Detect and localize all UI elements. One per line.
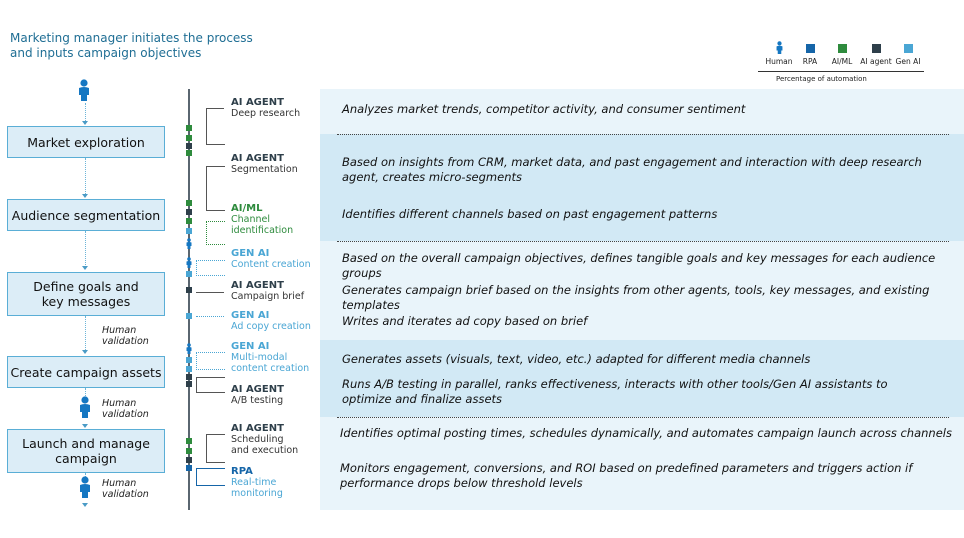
arrow-down-icon bbox=[82, 350, 88, 354]
human-validation-note bbox=[102, 478, 149, 500]
tag-ab-testing bbox=[231, 384, 284, 406]
marker-ai-agent bbox=[186, 381, 192, 387]
tag-ad-copy-creation bbox=[231, 310, 311, 332]
rpa-swatch bbox=[806, 44, 815, 53]
desc-deep-research: Analyzes market trends, competitor activity, and consumer sentiment bbox=[342, 102, 746, 116]
tag-desc: Deep research bbox=[231, 108, 301, 119]
desc-scheduling: Identifies optimal posting times, schedules dynamically, and automates campaign launch across channels bbox=[340, 426, 952, 440]
legend-label: AI/ML bbox=[831, 57, 853, 66]
step-market-exploration bbox=[7, 126, 165, 158]
tag-scheduling bbox=[231, 423, 298, 456]
human-marker-icon bbox=[185, 257, 193, 268]
legend-label: Gen AI bbox=[895, 57, 921, 66]
marker-aiml bbox=[186, 125, 192, 131]
marker-ai-agent bbox=[186, 457, 192, 463]
desc-campaign-brief: Generates campaign brief based on the insights from other agents, tools, key messages, and existing templates bbox=[342, 283, 930, 312]
desc-assets: Generates assets (visuals, text, video, etc.) adapted for different media channels bbox=[342, 352, 811, 366]
step-label-line-1: Define goals and bbox=[33, 279, 139, 294]
marker-rpa bbox=[186, 465, 192, 471]
marker-aiml bbox=[186, 218, 192, 224]
legend-label: AI agent bbox=[860, 57, 892, 66]
tag-campaign-brief bbox=[231, 280, 304, 302]
marker-aiml bbox=[186, 438, 192, 444]
panel-audience-segmentation bbox=[320, 134, 964, 241]
tag-desc: Campaign brief bbox=[231, 291, 305, 302]
human-marker-icon bbox=[185, 343, 193, 354]
connector bbox=[85, 158, 86, 194]
desc-segmentation-1: Based on insights from CRM, market data, and past engagement and interaction with deep research bbox=[342, 155, 922, 169]
arrow-down-icon bbox=[82, 424, 88, 428]
tag-type: RPA bbox=[231, 466, 253, 477]
human-marker-icon bbox=[185, 238, 193, 249]
legend-gen-ai bbox=[886, 44, 930, 66]
desc-segmentation-2: agent, creates micro-segments bbox=[342, 170, 523, 184]
tag-type: AI AGENT bbox=[231, 280, 284, 291]
tag-segmentation bbox=[231, 153, 298, 175]
hv-line-2: validation bbox=[102, 409, 149, 420]
tag-content-creation bbox=[231, 248, 311, 270]
hv-line-1: Human bbox=[102, 398, 137, 409]
tag-type: AI AGENT bbox=[231, 153, 284, 164]
bracket bbox=[196, 377, 225, 393]
connector bbox=[85, 388, 86, 396]
bracket bbox=[206, 108, 225, 145]
step-audience-segmentation bbox=[7, 199, 165, 231]
marker-gen-ai bbox=[186, 313, 192, 319]
tag-desc: identification bbox=[231, 225, 294, 236]
marker-gen-ai bbox=[186, 228, 192, 234]
person-icon bbox=[775, 41, 784, 54]
tag-type: AI/ML bbox=[231, 203, 263, 214]
marker-ai-agent bbox=[186, 209, 192, 215]
tag-desc: Content creation bbox=[231, 259, 311, 270]
desc-ad-copy: Writes and iterates ad copy based on brief bbox=[342, 314, 588, 328]
bracket-top bbox=[206, 108, 224, 109]
step-launch-and-manage bbox=[7, 429, 165, 473]
tag-desc: Scheduling bbox=[231, 434, 284, 445]
marker-aiml bbox=[186, 448, 192, 454]
marker-ai-agent bbox=[186, 374, 192, 380]
tag-desc: A/B testing bbox=[231, 395, 284, 406]
aiml-swatch bbox=[838, 44, 847, 53]
step-label-line-1: Launch and manage bbox=[22, 436, 150, 451]
human-validation-note bbox=[102, 398, 149, 420]
desc-channel-identification: Identifies different channels based on past engagement patterns bbox=[342, 207, 718, 221]
tag-type: AI AGENT bbox=[231, 423, 284, 434]
step-create-campaign-assets bbox=[7, 356, 165, 388]
desc-monitoring-2: performance drops below threshold levels bbox=[340, 476, 583, 490]
bracket bbox=[196, 468, 225, 486]
desc-ab-testing-2: optimize and finalize assets bbox=[342, 392, 503, 406]
step-label: Create campaign assets bbox=[10, 364, 162, 380]
connector bbox=[85, 103, 86, 121]
connector bbox=[85, 231, 86, 267]
intro-line-2: and inputs campaign objectives bbox=[10, 46, 202, 60]
arrow-down-icon bbox=[82, 503, 88, 507]
divider bbox=[337, 134, 949, 135]
bracket bbox=[206, 221, 225, 245]
marker-gen-ai bbox=[186, 366, 192, 372]
marker-aiml bbox=[186, 135, 192, 141]
tag-type: AI AGENT bbox=[231, 384, 284, 395]
tag-deep-research bbox=[231, 97, 300, 119]
marker-gen-ai bbox=[186, 271, 192, 277]
marker-ai-agent bbox=[186, 287, 192, 293]
desc-goals: Based on the overall campaign objectives, defines tangible goals and key messages for each audience groups bbox=[342, 251, 936, 280]
intro-line-1: Marketing manager initiates the process bbox=[10, 31, 253, 45]
bracket bbox=[196, 352, 225, 370]
tag-real-time-monitoring bbox=[231, 466, 283, 499]
tag-desc: content creation bbox=[231, 363, 310, 374]
arrow-down-icon bbox=[82, 121, 88, 125]
arrow-down-icon bbox=[82, 266, 88, 270]
marker-aiml bbox=[186, 150, 192, 156]
hv-line-2: validation bbox=[102, 489, 149, 500]
tag-type: GEN AI bbox=[231, 310, 270, 321]
tag-desc: Multi-modal bbox=[231, 352, 288, 363]
marker-gen-ai bbox=[186, 357, 192, 363]
tag-type: GEN AI bbox=[231, 248, 270, 259]
tag-type: AI AGENT bbox=[231, 97, 284, 108]
step-label: Audience segmentation bbox=[11, 207, 161, 223]
gen-ai-swatch bbox=[904, 44, 913, 53]
bracket bbox=[196, 260, 225, 276]
step-label: Market exploration bbox=[27, 134, 145, 150]
bracket bbox=[196, 316, 224, 317]
tag-desc: and execution bbox=[231, 445, 299, 456]
human-validation-note bbox=[102, 325, 149, 347]
tag-multi-modal bbox=[231, 341, 309, 374]
divider bbox=[337, 417, 949, 418]
step-label-line-2: campaign bbox=[55, 451, 117, 466]
automation-axis bbox=[758, 71, 924, 72]
step-label-line-2: key messages bbox=[41, 294, 131, 309]
hv-line-2: validation bbox=[102, 336, 149, 347]
marker-ai-agent bbox=[186, 143, 192, 149]
tag-desc: Real-time bbox=[231, 477, 277, 488]
hv-line-1: Human bbox=[102, 325, 137, 336]
process-intro bbox=[10, 31, 270, 61]
connector bbox=[85, 316, 86, 350]
legend-label: Human bbox=[765, 57, 793, 66]
desc-ab-testing-1: Runs A/B testing in parallel, ranks effectiveness, interacts with other tools/Gen AI assistants to bbox=[342, 377, 888, 391]
automation-caption: Percentage of automation bbox=[776, 75, 867, 83]
tag-channel-identification bbox=[231, 203, 293, 236]
tag-desc: Channel bbox=[231, 214, 271, 225]
divider bbox=[337, 241, 949, 242]
step-define-goals bbox=[7, 272, 165, 316]
person-icon bbox=[78, 396, 92, 418]
tag-type: GEN AI bbox=[231, 341, 270, 352]
hv-line-1: Human bbox=[102, 478, 137, 489]
ai-agent-swatch bbox=[872, 44, 881, 53]
bracket bbox=[206, 166, 225, 211]
marker-aiml bbox=[186, 200, 192, 206]
person-icon bbox=[78, 476, 92, 498]
arrow-down-icon bbox=[82, 194, 88, 198]
tag-desc: Ad copy creation bbox=[231, 321, 311, 332]
tag-desc: Segmentation bbox=[231, 164, 298, 175]
tag-desc: monitoring bbox=[231, 488, 283, 499]
desc-monitoring-1: Monitors engagement, conversions, and ROI based on predefined parameters and triggers action if bbox=[340, 461, 913, 475]
bracket bbox=[196, 292, 224, 293]
bracket bbox=[206, 434, 225, 463]
legend-label: RPA bbox=[802, 57, 818, 66]
marketing-manager-icon bbox=[77, 79, 91, 101]
